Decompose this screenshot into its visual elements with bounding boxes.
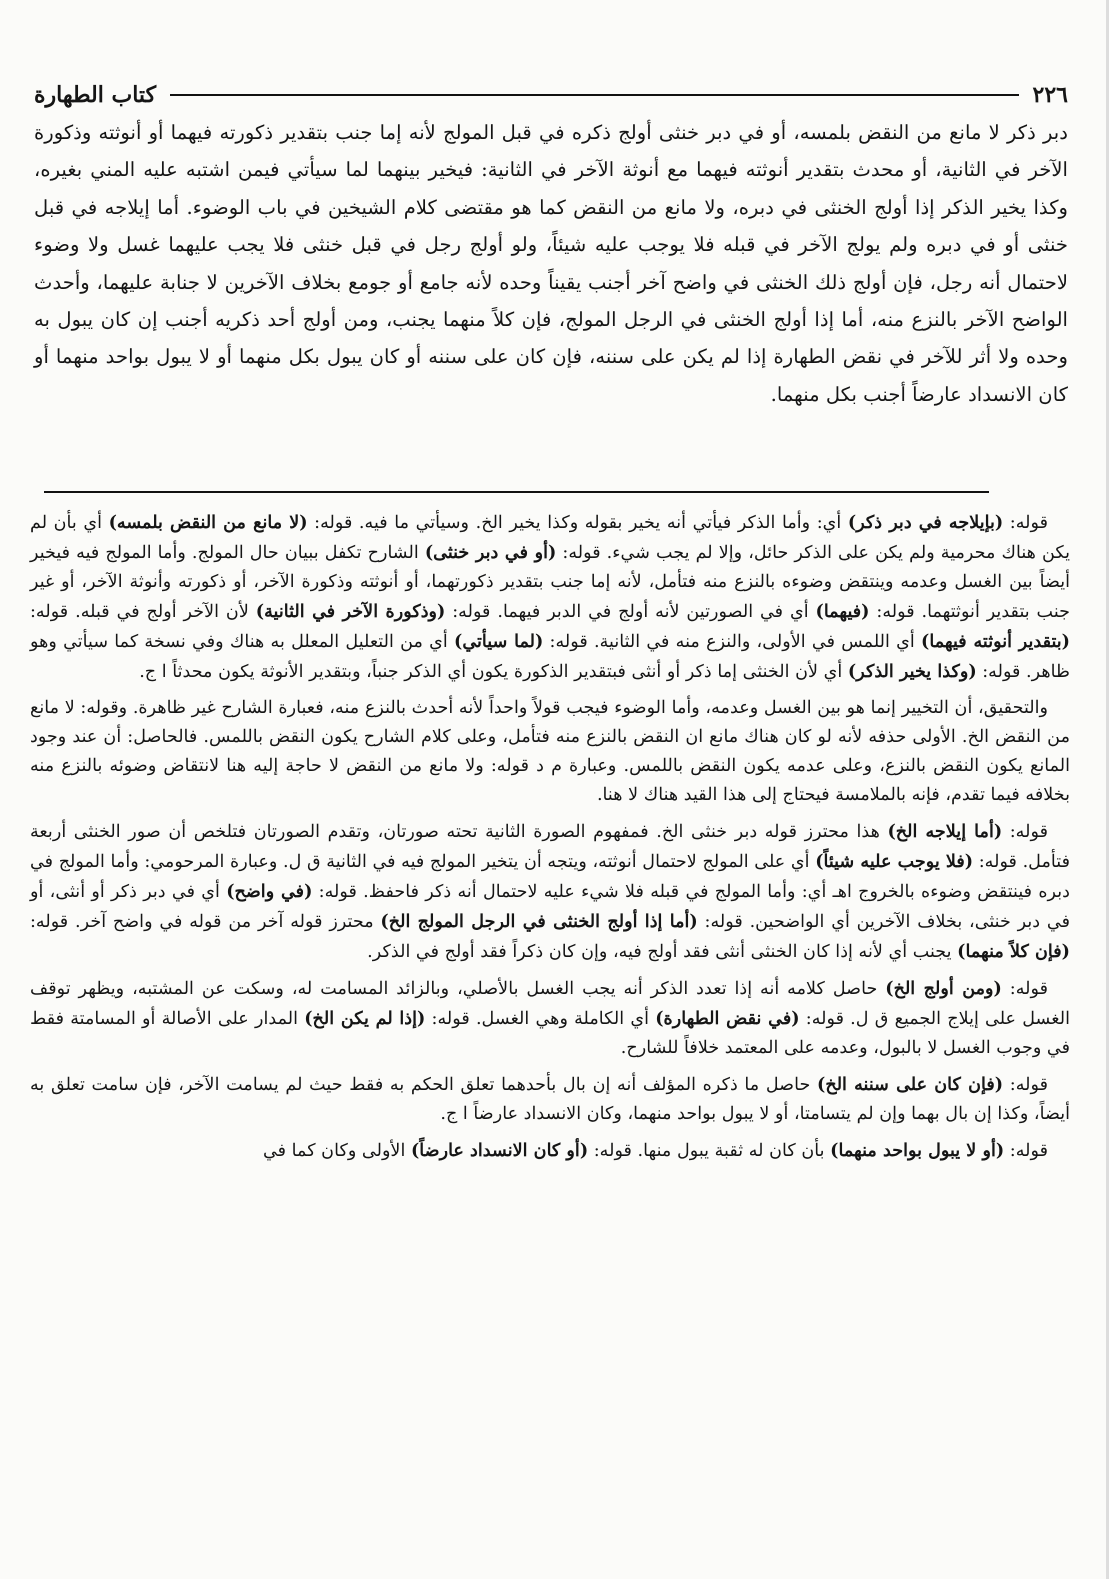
commentary-text: لأن الآخر أولج في قبله. قوله:	[30, 602, 256, 622]
commentary-paragraph	[30, 1136, 1070, 1166]
commentary-text: أي اللمس في الأولى، والنزع منه في الثانية. قوله:	[543, 632, 922, 652]
quoted-phrase: (وكذا يخير الذكر)	[847, 661, 977, 682]
quoted-phrase: (ومن أولج الخ)	[885, 978, 1002, 999]
commentary-paragraph	[30, 694, 1070, 810]
quoted-phrase: (في واضح)	[226, 881, 313, 902]
quoted-phrase: (إذا لم يكن الخ)	[304, 1008, 426, 1029]
commentary-text: الشارح تكفل ببيان حال المولج. وأما المولج فيه فيخير أيضاً بين الغسل وعدمه وينتقض وضوءه بالنزع منه فتأمل، لأنه إما جنب بتقدير ذكورتهما، أو أنوثته وذكورة الآخر، أو ذكورته وأنوثة الآخر، أو غير جنب بتقدير أنوثتهما. قوله:	[30, 543, 1071, 622]
commentary-text: المدار على الأصالة أو المسامتة فقط في وجوب الغسل لا بالبول، وعدمه على المعتمد خلافاً للشارح.	[30, 1009, 1070, 1058]
quoted-phrase: (فيهما)	[815, 601, 870, 622]
commentary-text: أي في الصورتين لأنه أولج في الدبر فيهما. قوله:	[445, 602, 816, 622]
commentary-text: أي في دبر ذكر أو أنثى، أو في دبر خنثى، بخلاف الآخرين أي الواضحين. قوله:	[30, 882, 1070, 932]
quoted-phrase: (أو لا يبول بواحد منهما)	[830, 1140, 1005, 1161]
commentary-text: يجنب أي لأنه إذا كان الخنثى أنثى فقد أولج فيه، وإن كان ذكراً فقد أولج في الذكر.	[367, 942, 958, 962]
quoted-phrase: (أو كان الانسداد عارضاً)	[410, 1140, 589, 1161]
commentary-text: هذا محترز قوله دبر خنثى الخ. فمفهوم الصورة الثانية تحته صورتان، وتقدم الصورتان فتلخص أن صور الخنثى أربعة فتأمل. قوله:	[30, 822, 1070, 872]
commentary-paragraph	[30, 508, 1070, 687]
commentary-text: أي بأن لم يكن هناك محرمية ولم يكن على الذكر حائل، وإلا لم يجب شيء. قوله:	[30, 513, 1070, 563]
quoted-phrase: (فإن كان على سننه الخ)	[817, 1074, 1004, 1095]
quoted-phrase: (فإن كلاً منهما)	[957, 941, 1070, 962]
book-title: كتاب الطهارة	[34, 82, 157, 108]
commentary-text: والتحقيق، أن التخيير إنما هو بين الغسل وعدمه، وأما الوضوء فيجب قولاً واحداً لأنه أحدث بالنزع منه، فعبارة الشارح غير ظاهرة. وقوله: لا مانع من النقض الخ. الأولى حذفه لأنه لو كان هناك مانع ان النقض بالنزع منه فتأمل، وعلى كلام الشارح يكون النقض باللمس. فالحاصل: أن عند وجود المانع يكون النقض بالنزع، وعلى عدمه يكون النقض باللمس. وعبارة م د قوله: ولا مانع من النقض لا حاجة إليه هنا لانتقاض وضوئه بالنزع منه بخلافه فيما تقدم، فإنه بالملامسة فيحتاج إلى هذا القيد هناك لا هنا.	[30, 698, 1070, 805]
quoted-phrase: (لما سيأتي)	[454, 631, 544, 652]
quoted-phrase: (لا مانع من النقض بلمسه)	[108, 512, 308, 533]
commentary-text: قوله:	[1004, 1141, 1048, 1161]
commentary-text: أي الكاملة وهي الغسل. قوله:	[425, 1009, 656, 1029]
quoted-phrase: (فلا يوجب عليه شيئاً)	[815, 851, 974, 872]
footnote-separator	[44, 491, 989, 493]
quoted-phrase: (وذكورة الآخر في الثانية)	[255, 601, 446, 622]
commentary-text: محترز قوله آخر من قوله في واضح آخر. قوله:	[30, 912, 381, 932]
commentary-text: أي على المولج لاحتمال أنوثته، ويتجه أن يتخير المولج فيه في الثانية ق ل. وعبارة المرحومي: وأما المولج في دبره فينتقض وضوءه بالخروج اهـ أي: وأما المولج في قبله فلا شيء عليه لاحتمال أنه ذكر فاحفظ. قوله:	[30, 852, 1070, 902]
page-number: ٢٢٦	[1032, 82, 1068, 108]
commentary-text: أي: وأما الذكر فيأتي أنه يخير بقوله وكذا يخير الخ. وسيأتي ما فيه. قوله:	[307, 513, 848, 533]
main-paragraph: دبر ذكر لا مانع من النقض بلمسه، أو في دبر خنثى أولج ذكره في قبل المولج لأنه إما جنب بتقدير ذكورته فيهما أو أنوثته وذكورة الآخر في الثانية، أو محدث بتقدير أنوثته فيهما مع أنوثة الآخر في الثانية: فيخير بينهما لما سيأتي فيمن اشتبه عليه المني بغيره، وكذا يخير الذكر إذا أولج الخنثى في دبره، ولا مانع من النقض كما هو مقتضى كلام الشيخين في باب الوضوء. أما إيلاجه في قبل خنثى أو في دبره ولم يولج الآخر في قبله فلا يوجب عليه شيئاً، ولو أولج رجل في قبل خنثى فلا يجب عليهما غسل ولا وضوء لاحتمال أنه رجل، فإن أولج ذلك الخنثى في واضح آخر أجنب يقيناً وحده لأنه جامع أو جومع بخلاف الآخرين لا جنابة عليهما، وأحدث الواضح الآخر بالنزع منه، أما إذا أولج الخنثى في الرجل المولج، فإن كلاً منهما يجنب، ومن أولج أحد ذكريه أجنب إن كان يبول به وحده ولا أثر للآخر في نقض الطهارة إذا لم يكن على سننه، فإن كان على سننه أو كان يبول بكل منهما أو لا يبول بواحد منهما أو كان الانسداد عارضاً أجنب بكل منهما.	[34, 121, 1068, 406]
commentary-text: الأولى وكان كما في	[263, 1141, 411, 1161]
page-header	[34, 80, 1068, 110]
quoted-phrase: (أما إيلاجه الخ)	[887, 821, 1003, 842]
header-rule	[170, 94, 1019, 96]
commentary-text: حاصل ما ذكره المؤلف أنه إن بال بأحدهما تعلق الحكم به فقط حيث لم يسامت الآخر، فإن سامت تعلق به أيضاً، وكذا إن بال بهما وإن لم يتسامتا، أو لا يبول بواحد منهما، وكان الانسداد عارضاً ا ج.	[30, 1075, 1070, 1124]
quoted-phrase: (بإيلاجه في دبر ذكر)	[847, 512, 1004, 533]
commentary-paragraph	[30, 817, 1070, 967]
commentary-paragraph	[30, 974, 1070, 1063]
commentary-section	[30, 508, 1070, 1173]
commentary-text: قوله:	[1001, 979, 1048, 999]
quoted-phrase: (بتقدير أنوثته فيهما)	[921, 631, 1071, 652]
commentary-text: قوله:	[1003, 513, 1049, 533]
commentary-text: قوله:	[1003, 1075, 1048, 1095]
commentary-text: حاصل كلامه أنه إذا تعدد الذكر أنه يجب الغسل بالأصلي، وبالزائد المسامت له، وسكت عن المشتبه، ويظهر توقف الغسل على إيلاج الجميع ق ل. قوله:	[30, 979, 1070, 1029]
commentary-paragraph	[30, 1070, 1070, 1129]
commentary-text: بأن كان له ثقبة يبول منها. قوله:	[588, 1141, 831, 1161]
quoted-phrase: (أو في دبر خنثى)	[424, 542, 557, 563]
commentary-text: أي من التعليل المعلل به هناك وفي نسخة كما سيأتي وهو ظاهر. قوله:	[30, 632, 1070, 682]
quoted-phrase: (في نقض الطهارة)	[655, 1008, 800, 1029]
commentary-text: أي لأن الخنثى إما ذكر أو أنثى فبتقدير الذكورة يكون أي الذكر جنباً، وبتقدير الأنوثة يكون محدثاً ا ج.	[139, 662, 848, 682]
quoted-phrase: (أما إذا أولج الخنثى في الرجل المولج الخ)	[380, 911, 698, 932]
commentary-text: قوله:	[1002, 822, 1048, 842]
main-text	[34, 114, 1068, 413]
